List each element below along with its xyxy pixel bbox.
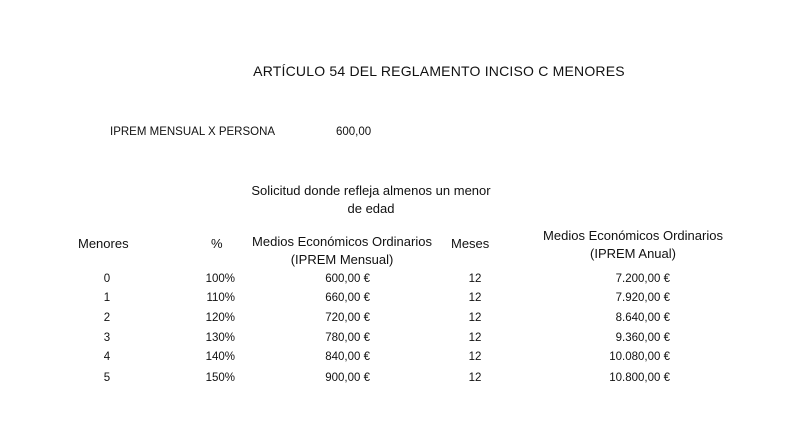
cell-iprem-anual: 7.920,00 € (615, 292, 670, 304)
cell-iprem-mensual: 900,00 € (325, 372, 370, 384)
table-row (0, 292, 788, 311)
iprem-label: IPREM MENSUAL X PERSONA (110, 126, 276, 138)
table-row (0, 332, 788, 351)
cell-iprem-mensual: 840,00 € (325, 351, 370, 363)
header-iprem-anual (520, 227, 746, 263)
cell-meses: 12 (468, 292, 482, 304)
iprem-value: 600,00 (336, 126, 372, 138)
cell-percent: 140% (205, 351, 235, 363)
cell-menores: 2 (103, 312, 111, 324)
cell-iprem-anual: 10.080,00 € (609, 351, 670, 363)
cell-percent: 150% (205, 372, 235, 384)
cell-menores: 3 (103, 332, 111, 344)
cell-meses: 12 (468, 351, 482, 363)
cell-menores: 1 (103, 292, 111, 304)
requirement-note-line2: de edad (347, 201, 395, 216)
cell-percent: 130% (205, 332, 235, 344)
table-row (0, 312, 788, 331)
cell-meses: 12 (468, 273, 482, 285)
cell-meses: 12 (468, 372, 482, 384)
header-anual-line2: (IPREM Anual) (590, 246, 676, 261)
header-menores: Menores (78, 236, 129, 251)
cell-percent: 100% (205, 273, 235, 285)
header-meses: Meses (451, 236, 490, 251)
cell-iprem-mensual: 780,00 € (325, 332, 370, 344)
header-mensual-line1: Medios Económicos Ordinarios (252, 234, 432, 249)
header-anual-line1: Medios Económicos Ordinarios (543, 228, 723, 243)
page-title: ARTÍCULO 54 DEL REGLAMENTO INCISO C MENORES (253, 63, 625, 79)
header-iprem-mensual (236, 233, 448, 273)
cell-iprem-anual: 7.200,00 € (615, 273, 670, 285)
header-mensual-line2: (IPREM Mensual) (290, 252, 394, 267)
cell-meses: 12 (468, 332, 482, 344)
table-row (0, 351, 788, 370)
cell-menores: 4 (103, 351, 111, 363)
cell-meses: 12 (468, 312, 482, 324)
requirement-note (236, 182, 506, 220)
table-row (0, 372, 788, 391)
cell-iprem-mensual: 720,00 € (325, 312, 370, 324)
header-percent: % (211, 236, 223, 251)
cell-iprem-mensual: 600,00 € (325, 273, 370, 285)
cell-percent: 110% (206, 292, 235, 304)
requirement-note-line1: Solicitud donde refleja almenos un menor (251, 183, 491, 198)
cell-iprem-mensual: 660,00 € (325, 292, 370, 304)
cell-iprem-anual: 8.640,00 € (615, 312, 670, 324)
cell-iprem-anual: 9.360,00 € (615, 332, 670, 344)
cell-menores: 5 (103, 372, 111, 384)
table-row (0, 273, 788, 292)
cell-percent: 120% (205, 312, 235, 324)
cell-menores: 0 (103, 273, 111, 285)
cell-iprem-anual: 10.800,00 € (609, 372, 670, 384)
